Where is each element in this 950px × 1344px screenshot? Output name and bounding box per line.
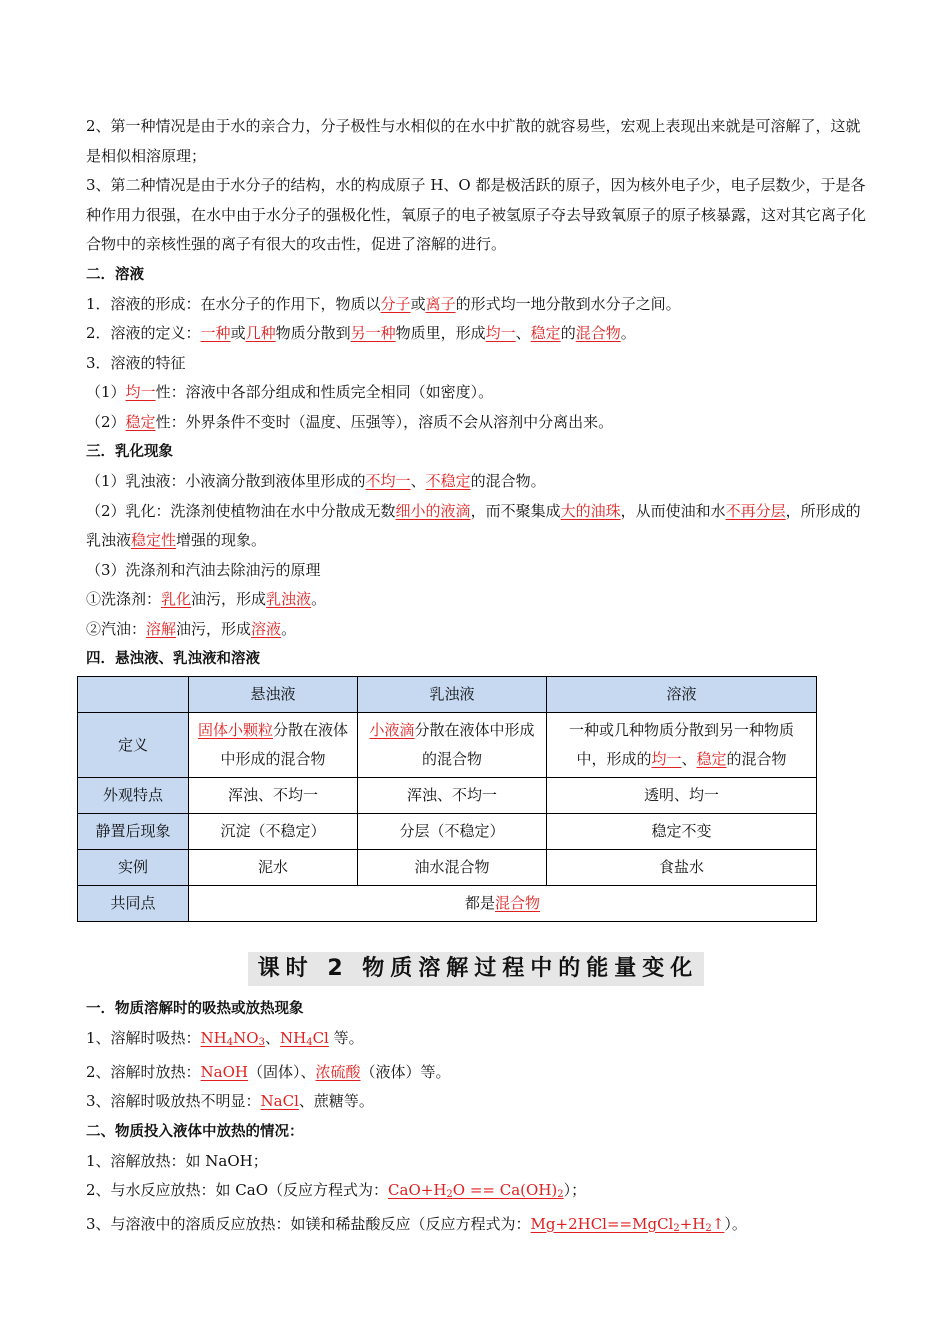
dissolve-heat-line: 1、溶解放热：如 NaOH；	[86, 1151, 268, 1170]
cell-def-solution: 一种或几种物质分散到另一种物质中，形成的均一、稳定的混合物	[547, 713, 817, 778]
table-corner-cell	[78, 677, 189, 713]
emulsion-definition: （1）乳浊液：小液滴分散到液体里形成的不均一、不稳定的混合物。	[86, 472, 546, 490]
section-4-title: 四．悬浊液、乳浊液和溶液	[86, 651, 260, 667]
cell-common: 都是混合物	[189, 886, 817, 922]
solute-reaction-line: 3、与溶液中的溶质反应放热：如镁和稀盐酸反应（反应方程式为：$Mg+2HCl==MgCl_2+H_2↑$）。	[86, 1214, 747, 1234]
table-cell: 泥水	[189, 850, 358, 886]
table-cell: 油水混合物	[358, 850, 547, 886]
table-header-solution: 溶液	[547, 677, 817, 713]
intro-paragraph-3: 3、第二种情况是由于水分子的结构，水的构成原子 H、O 都是极活跃的原子，因为核外电子少，电子层数少，于是各种作用力很强，在水中由于水分子的强极化性，氧原子的电子被氢原子夺去导致氧原子的原子核暴露，这对其它离子化合物中的亲核性强的离子有很大的攻击性，促进了溶解的进行。	[86, 176, 867, 253]
water-reaction-line: 2、与水反应放热：如 CaO（反应方程式为：$CaO+H_2O == Ca(OH)_2$）；	[86, 1181, 587, 1200]
endothermic-line: 1、溶解时吸热：$NH_4NO_3$、$NH_4Cl$ 等。	[86, 1029, 364, 1048]
section-2-title: 二．溶液	[86, 266, 144, 283]
row-label-standing: 静置后现象	[78, 814, 189, 850]
table-row	[78, 850, 817, 886]
part2-section-2-title: 二、物质投入液体中放热的情况：	[86, 1123, 304, 1140]
table-cell: 浑浊、不均一	[358, 778, 547, 814]
table-header-emulsion: 乳浊液	[358, 677, 547, 713]
cleaning-principle-heading: （3）洗涤剂和汽油去除油污的原理	[86, 560, 321, 579]
section-3-title: 三．乳化现象	[86, 444, 173, 460]
row-label-common: 共同点	[78, 886, 189, 922]
table-cell: 沉淀（不稳定）	[189, 814, 358, 850]
part2-section-1-title: 一．物质溶解时的吸热或放热现象	[86, 1001, 304, 1017]
feature-uniformity: （1）均一性：溶液中各部分组成和性质完全相同（如密度）。	[86, 383, 494, 401]
lesson-banner-wrap	[86, 952, 866, 986]
solution-formation: 1．溶液的形成：在水分子的作用下，物质以分子或离子的形式均一地分散到水分子之间。	[86, 294, 681, 313]
table-row	[78, 814, 817, 850]
table-row	[78, 713, 817, 778]
lesson-banner: 课时 2 物质溶解过程中的能量变化	[248, 952, 705, 986]
row-label-definition: 定义	[78, 713, 189, 778]
gasoline-principle: ②汽油：溶解油污，形成溶液。	[86, 619, 297, 638]
intro-paragraph-2: 2、第一种情况是由于水的亲合力，分子极性与水相似的在水中扩散的就容易些，宏观上表现出来就是可溶解了，这就是相似相溶原理；	[86, 117, 861, 165]
exothermic-line: 2、溶解时放热：NaOH（固体）、浓硫酸（液体）等。	[86, 1062, 451, 1081]
row-label-appearance: 外观特点	[78, 778, 189, 814]
table-cell: 浑浊、不均一	[189, 778, 358, 814]
table-cell: 透明、均一	[547, 778, 817, 814]
detergent-principle: ①洗涤剂：乳化油污，形成乳浊液。	[86, 590, 327, 608]
neutral-heat-line: 3、溶解时吸放热不明显：NaCl、蔗糖等。	[86, 1092, 374, 1110]
table-cell: 分层（不稳定）	[358, 814, 547, 850]
row-label-example: 实例	[78, 850, 189, 886]
table-cell: 食盐水	[547, 850, 817, 886]
table-cell: 稳定不变	[547, 814, 817, 850]
cell-def-suspension: 固体小颗粒分散在液体中形成的混合物	[189, 713, 358, 778]
table-row	[78, 886, 817, 922]
table-row	[78, 778, 817, 814]
table-header-suspension: 悬浊液	[189, 677, 358, 713]
emulsification-definition: （2）乳化：洗涤剂使植物油在水中分散成无数细小的液滴，而不聚集成大的油珠，从而使油和水不再分层，所形成的乳浊液稳定性增强的现象。	[86, 501, 861, 549]
cell-def-emulsion: 小液滴分散在液体中形成的混合物	[358, 713, 547, 778]
comparison-table	[77, 676, 817, 922]
feature-stability: （2）稳定性：外界条件不变时（温度、压强等），溶质不会从溶剂中分离出来。	[86, 412, 614, 431]
table-header-row	[78, 677, 817, 713]
document-page	[86, 112, 866, 1243]
solution-definition: 2．溶液的定义：一种或几种物质分散到另一种物质里，形成均一、稳定的混合物。	[86, 324, 636, 342]
solution-features-heading: 3．溶液的特征	[86, 353, 186, 372]
